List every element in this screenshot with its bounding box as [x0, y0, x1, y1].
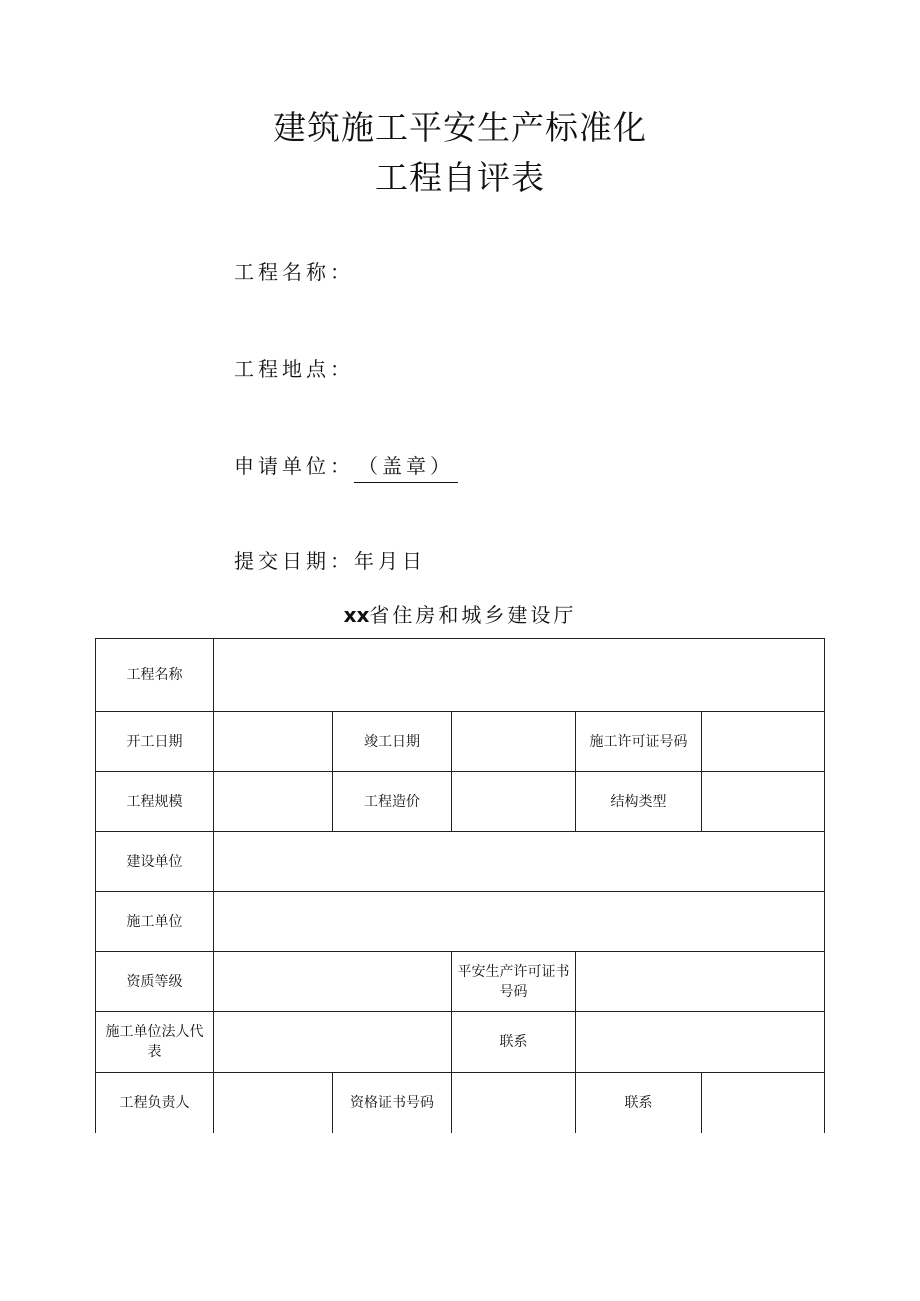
table-row	[96, 952, 825, 1012]
project-location-field	[234, 355, 354, 383]
table-row	[96, 639, 825, 712]
project-manager-value-cell[interactable]	[214, 1073, 333, 1133]
project-cost-value-cell[interactable]	[452, 772, 576, 832]
issuing-authority	[0, 601, 920, 629]
qualification-level-value-cell[interactable]	[214, 952, 452, 1012]
contact-cell-1: 联系	[452, 1012, 576, 1073]
table-row	[96, 892, 825, 952]
applicant-field	[234, 452, 458, 483]
issuer-name: 省住房和城乡建设厅	[369, 603, 577, 627]
certificate-no-cell: 资格证书号码	[333, 1073, 452, 1133]
applicant-label: 申请单位：	[234, 454, 354, 478]
project-name-label: 工程名称：	[234, 260, 354, 284]
contact-value-cell-1[interactable]	[576, 1012, 825, 1073]
contact-value-cell-2[interactable]	[702, 1073, 825, 1133]
contact-cell-2: 联系	[576, 1073, 702, 1133]
completion-date-value-cell[interactable]	[452, 712, 576, 772]
legal-representative-cell: 施工单位法人代表	[96, 1012, 214, 1073]
project-manager-cell: 工程负责人	[96, 1073, 214, 1133]
builder-unit-cell: 施工单位	[96, 892, 214, 952]
construction-permit-value-cell[interactable]	[702, 712, 825, 772]
table-row	[96, 772, 825, 832]
submit-date-label: 提交日期：	[234, 549, 354, 573]
document-title-line2: 工程自评表	[375, 158, 545, 197]
structure-type-value-cell[interactable]	[702, 772, 825, 832]
start-date-value-cell[interactable]	[214, 712, 333, 772]
project-name-value-cell[interactable]	[214, 639, 825, 712]
project-location-label: 工程地点：	[234, 357, 354, 381]
applicant-seal: （盖章）	[354, 452, 458, 483]
project-scale-cell: 工程规模	[96, 772, 214, 832]
project-name-field	[234, 258, 354, 286]
legal-representative-value-cell[interactable]	[214, 1012, 452, 1073]
construction-unit-cell: 建设单位	[96, 832, 214, 892]
project-scale-value-cell[interactable]	[214, 772, 333, 832]
table-row	[96, 1073, 825, 1133]
submit-date-value: 年月日	[354, 549, 426, 573]
safety-permit-value-cell[interactable]	[576, 952, 825, 1012]
certificate-no-value-cell[interactable]	[452, 1073, 576, 1133]
project-cost-cell: 工程造价	[333, 772, 452, 832]
qualification-level-cell: 资质等级	[96, 952, 214, 1012]
table-row	[96, 1012, 825, 1073]
issuer-prefix: xx	[343, 603, 370, 627]
construction-unit-value-cell[interactable]	[214, 832, 825, 892]
construction-permit-cell: 施工许可证号码	[576, 712, 702, 772]
project-name-cell: 工程名称	[96, 639, 214, 712]
submit-date-field	[234, 547, 426, 575]
start-date-cell: 开工日期	[96, 712, 214, 772]
table-row	[96, 832, 825, 892]
project-info-table	[95, 638, 825, 1133]
builder-unit-value-cell[interactable]	[214, 892, 825, 952]
document-title-line1: 建筑施工平安生产标准化	[273, 108, 647, 147]
completion-date-cell: 竣工日期	[333, 712, 452, 772]
structure-type-cell: 结构类型	[576, 772, 702, 832]
table-row	[96, 712, 825, 772]
safety-permit-cell: 平安生产许可证书号码	[452, 952, 576, 1012]
